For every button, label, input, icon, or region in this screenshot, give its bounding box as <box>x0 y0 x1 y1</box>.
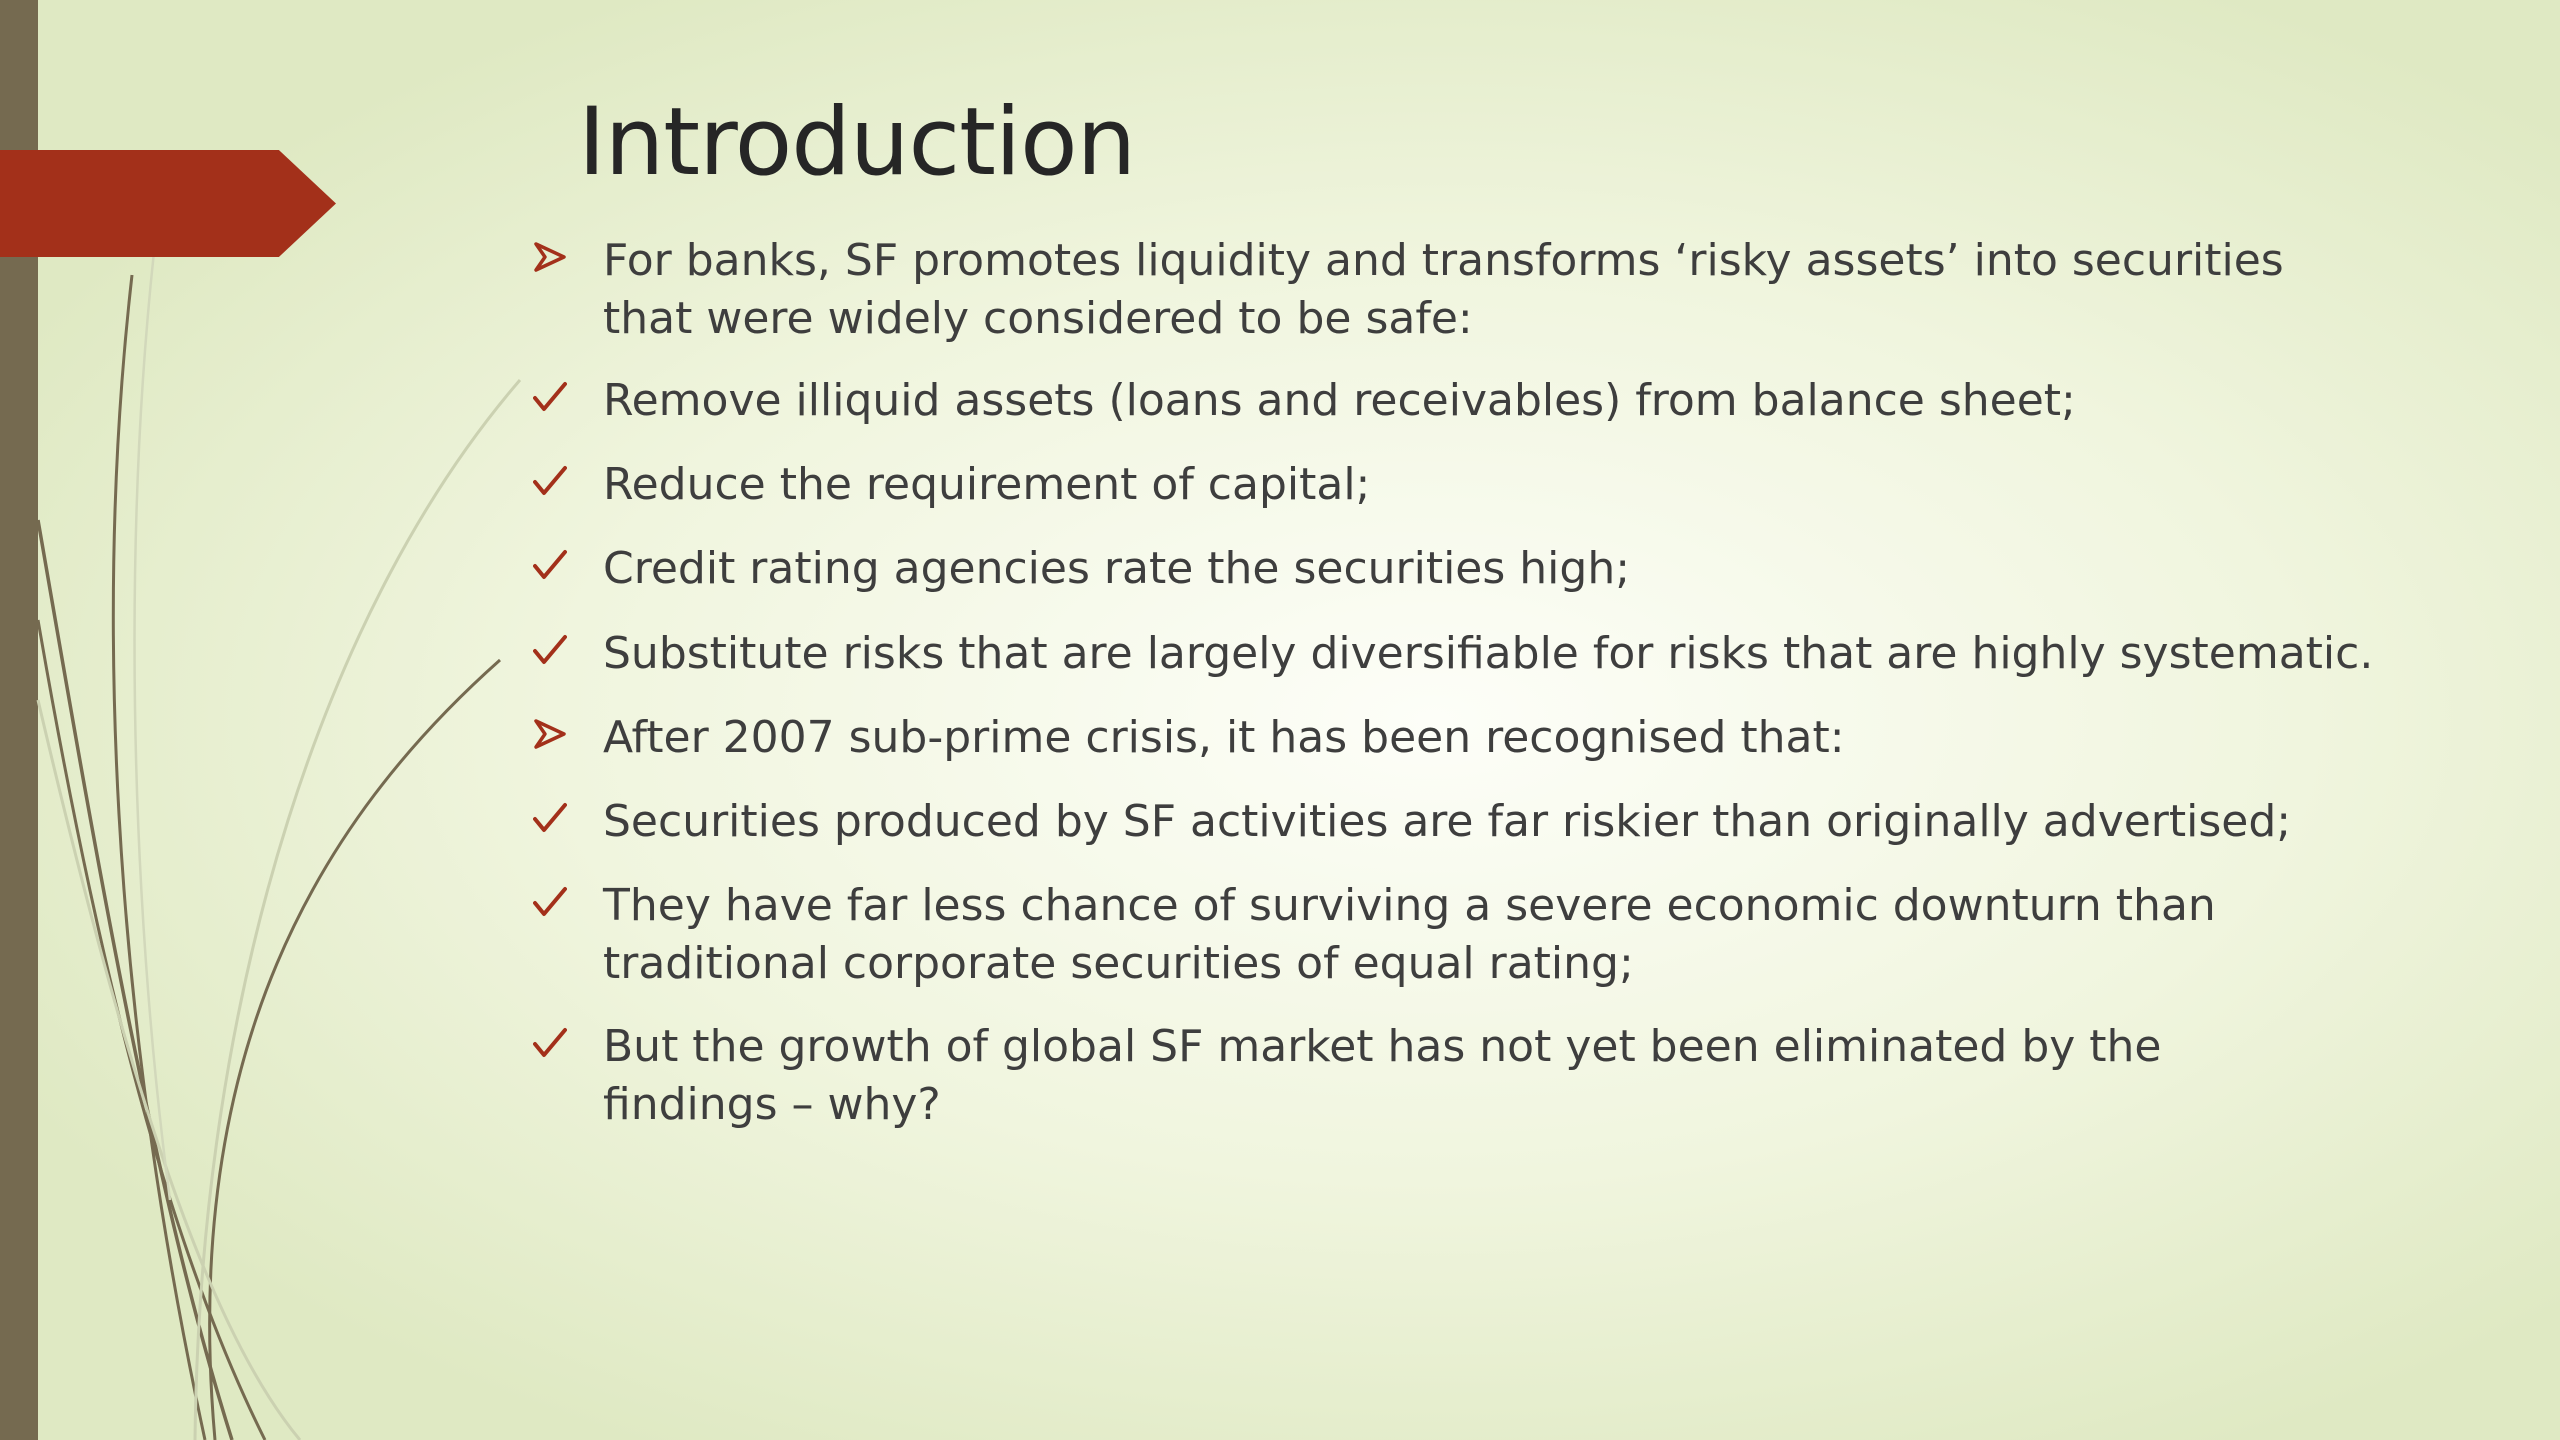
bullet-line: For banks, SF promotes liquidity and transforms ‘risky assets’ into securities <box>603 235 2284 286</box>
check-bullet-icon <box>533 456 603 512</box>
check-bullet-icon <box>533 877 603 933</box>
arrow-bullet-icon <box>533 709 603 765</box>
bullet-line: Reduce the requirement of capital; <box>603 459 1371 510</box>
bullet-item <box>533 1018 2393 1134</box>
check-bullet-icon <box>533 625 603 681</box>
bullet-line: Substitute risks that are largely diversifiable for risks that are highly systematic. <box>603 628 2374 679</box>
bullet-line: But the growth of global SF market has not yet been eliminated by the <box>603 1021 2162 1072</box>
bullet-line: Securities produced by SF activities are far riskier than originally advertised; <box>603 796 2292 847</box>
bullet-line: findings – why? <box>603 1079 941 1130</box>
check-bullet-icon <box>533 1018 603 1074</box>
bullet-item <box>533 793 2393 851</box>
bullet-item <box>533 232 2393 348</box>
bullet-line: They have far less chance of surviving a severe economic downturn than <box>603 880 2216 931</box>
check-bullet-icon <box>533 793 603 849</box>
title-accent-arrow <box>0 150 336 257</box>
bullet-item <box>533 625 2393 683</box>
bullet-line: that were widely considered to be safe: <box>603 293 1473 344</box>
bullet-item <box>533 540 2393 598</box>
bullet-text <box>603 625 2373 683</box>
bullet-text <box>603 709 1845 767</box>
bullet-text <box>603 793 2291 851</box>
bullet-item <box>533 372 2393 430</box>
bullet-line: Remove illiquid assets (loans and receivables) from balance sheet; <box>603 375 2076 426</box>
bullet-line: Credit rating agencies rate the securities high; <box>603 543 1631 594</box>
bullet-text <box>603 1018 2161 1134</box>
check-bullet-icon <box>533 540 603 596</box>
bullet-text <box>603 232 2284 348</box>
bullet-item <box>533 456 2393 514</box>
check-bullet-icon <box>533 372 603 428</box>
bullet-item <box>533 877 2393 993</box>
slide-title: Introduction <box>578 88 1136 197</box>
bullet-text <box>603 372 2076 430</box>
bullet-item <box>533 709 2393 767</box>
bullet-line: After 2007 sub-prime crisis, it has been recognised that: <box>603 712 1845 763</box>
bullet-text <box>603 877 2216 993</box>
bullet-text <box>603 456 1370 514</box>
bullet-line: traditional corporate securities of equal rating; <box>603 938 1634 989</box>
bullet-text <box>603 540 1630 598</box>
arrow-bullet-icon <box>533 232 603 288</box>
